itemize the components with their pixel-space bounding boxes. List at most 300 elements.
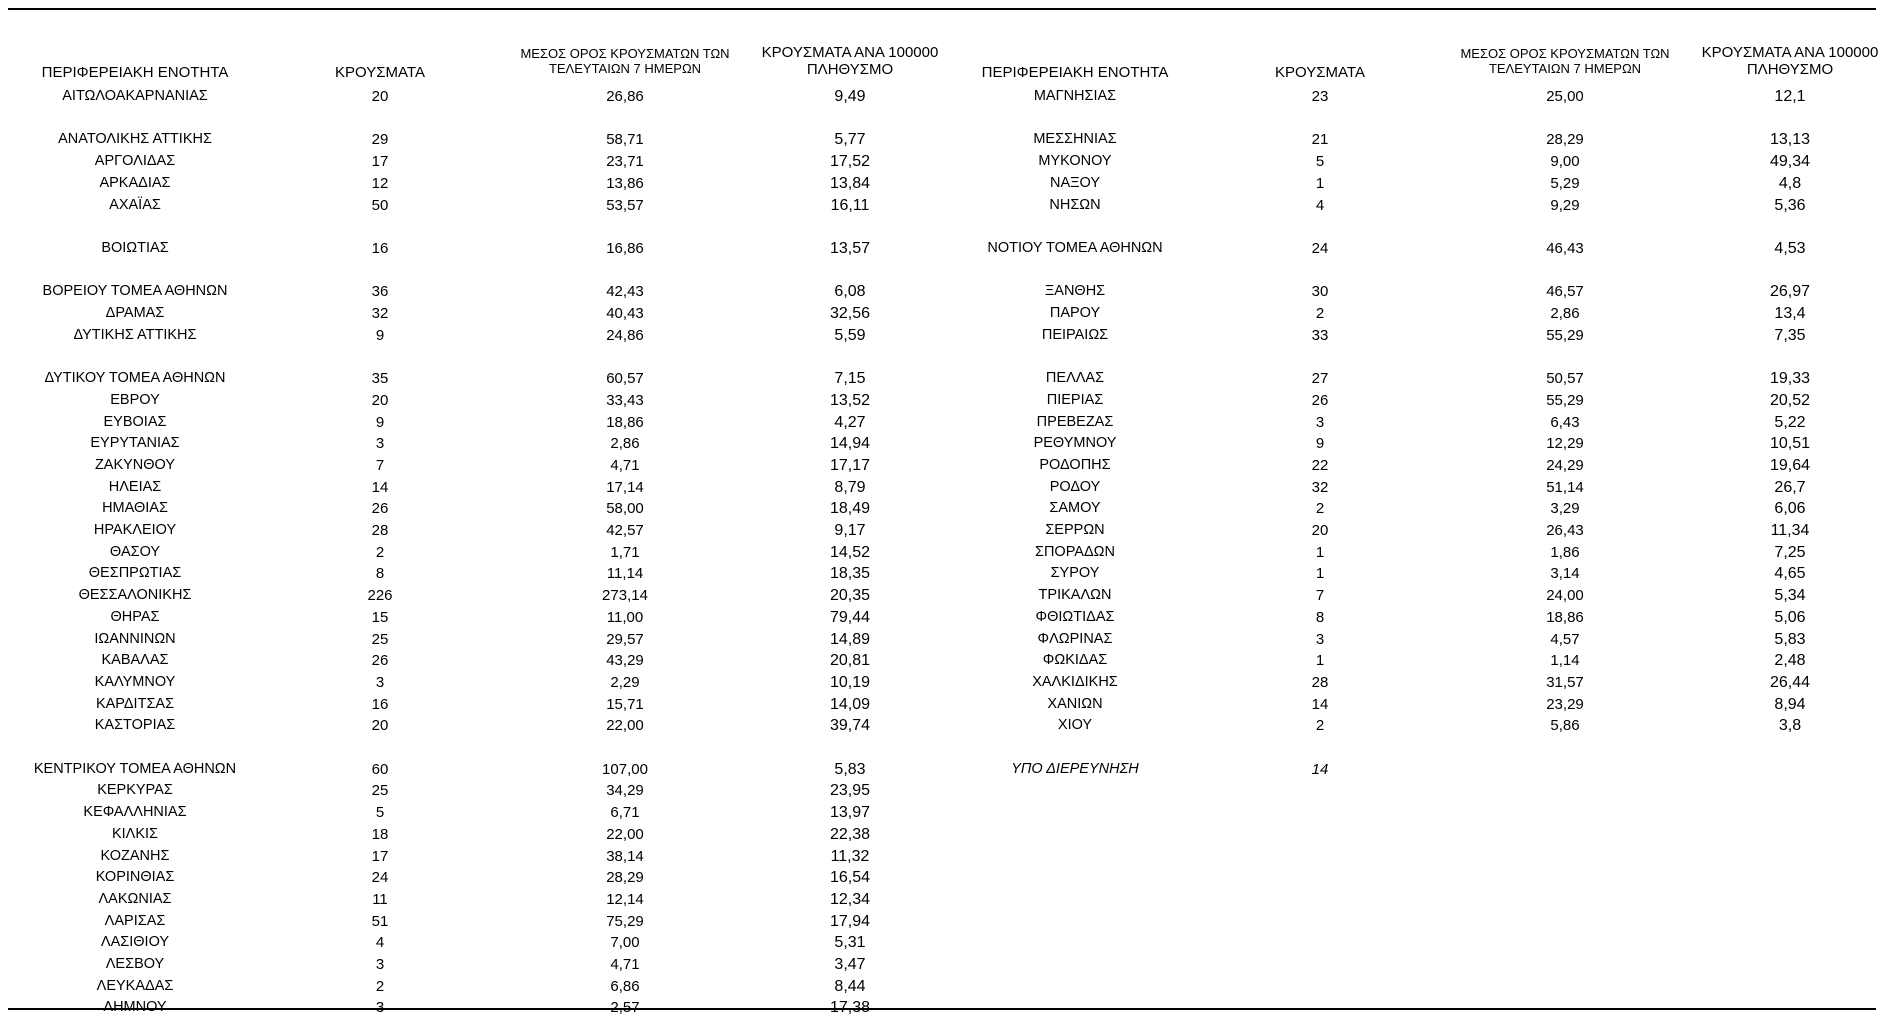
cases-cell: 25	[371, 782, 389, 800]
cases-cell: 17	[371, 153, 389, 171]
avg-cell: 107,00	[602, 760, 648, 778]
per100k-cell: 49,34	[1769, 153, 1811, 171]
header-cases: ΚΡΟΥΣΜΑΤΑ	[1275, 64, 1365, 81]
region-cell: ΤΡΙΚΑΛΩΝ	[1038, 587, 1112, 604]
table-row	[0, 932, 950, 953]
avg-cell: 12,29	[1546, 435, 1584, 453]
header-per100k-line1: ΚΡΟΥΣΜΑΤΑ ΑΝΑ 100000	[1701, 44, 1879, 61]
table-row	[0, 563, 950, 584]
avg-cell: 28,29	[606, 869, 644, 887]
cases-cell: 28	[371, 522, 389, 539]
cases-cell: 1	[1315, 565, 1325, 583]
avg-cell: 273,14	[602, 587, 648, 605]
per100k-cell: 5,83	[1774, 630, 1806, 648]
avg-cell: 28,29	[1546, 131, 1584, 149]
per100k-cell: 13,52	[829, 391, 871, 409]
cases-cell: 9	[375, 326, 385, 344]
region-cell: ΠΡΕΒΕΖΑΣ	[1036, 413, 1114, 430]
table-row	[0, 802, 950, 823]
per100k-cell: 13,97	[829, 804, 871, 822]
table-row	[940, 433, 1884, 454]
avg-cell: 2,86	[1550, 305, 1580, 322]
region-cell: ΛΕΣΒΟΥ	[105, 956, 165, 972]
region-cell: ΗΛΕΙΑΣ	[108, 478, 162, 495]
region-cell: ΧΑΛΚΙΔΙΚΗΣ	[1032, 673, 1118, 690]
per100k-cell: 19,64	[1769, 456, 1811, 474]
table-row	[940, 477, 1884, 498]
cases-cell: 14	[1311, 760, 1329, 778]
cases-cell: 32	[1311, 478, 1329, 496]
per100k-cell: 5,06	[1774, 608, 1806, 626]
header-avg-line2: ΤΕΛΕΥΤΑΙΩΝ 7 ΗΜΕΡΩΝ	[1488, 60, 1642, 76]
per100k-cell: 5,22	[1774, 413, 1806, 431]
per100k-cell: 13,84	[829, 174, 871, 192]
region-cell: ΚΑΡΔΙΤΣΑΣ	[95, 695, 175, 712]
table-row	[0, 455, 950, 476]
cases-cell: 2	[375, 977, 385, 995]
region-cell: ΚΟΡΙΝΘΙΑΣ	[95, 869, 175, 886]
cases-cell: 1	[1315, 174, 1325, 192]
per100k-cell: 12,1	[1774, 88, 1806, 105]
per100k-cell: 18,49	[829, 500, 871, 518]
cases-cell: 20	[371, 717, 389, 735]
region-cell: ΖΑΚΥΝΘΟΥ	[94, 456, 176, 473]
avg-cell: 55,29	[1546, 391, 1584, 409]
cases-cell: 11	[372, 890, 388, 908]
avg-cell: 4,71	[610, 956, 640, 973]
cases-cell: 20	[1311, 522, 1329, 539]
table-row	[0, 173, 950, 194]
avg-cell: 24,86	[606, 326, 644, 344]
cases-cell: 3	[375, 673, 385, 691]
table-row	[940, 542, 1884, 563]
region-cell: ΣΑΜΟΥ	[1049, 500, 1101, 517]
per100k-cell: 7,25	[1774, 543, 1806, 561]
per100k-cell: 9,49	[834, 88, 866, 105]
region-cell: ΑΡΚΑΔΙΑΣ	[99, 174, 171, 191]
per100k-cell: 26,7	[1774, 478, 1806, 496]
table-row	[0, 889, 950, 910]
region-cell: ΜΑΓΝΗΣΙΑΣ	[1033, 88, 1117, 104]
avg-cell: 26,43	[1546, 522, 1584, 539]
per100k-cell: 10,19	[829, 673, 871, 691]
cases-cell: 12	[371, 174, 389, 192]
table-row	[0, 390, 950, 411]
table-row	[940, 86, 1884, 107]
region-cell: ΡΟΔΟΠΗΣ	[1039, 456, 1111, 473]
region-cell: ΘΕΣΣΑΛΟΝΙΚΗΣ	[78, 587, 192, 604]
region-cell: ΔΥΤΙΚΟΥ ΤΟΜΕΑ ΑΘΗΝΩΝ	[44, 370, 226, 387]
region-cell: ΗΡΑΚΛΕΙΟΥ	[93, 522, 177, 538]
region-cell: ΠΙΕΡΙΑΣ	[1046, 391, 1104, 408]
region-cell: ΝΗΣΩΝ	[1049, 196, 1101, 213]
table-row	[0, 629, 950, 650]
table-row	[0, 585, 950, 606]
cases-cell: 30	[1311, 283, 1329, 301]
avg-cell: 2,29	[610, 673, 640, 691]
region-cell: ΛΑΣΙΘΙΟΥ	[100, 934, 170, 951]
region-cell: ΧΙΟΥ	[1057, 717, 1093, 734]
cases-cell: 21	[1311, 131, 1329, 149]
table-row	[940, 520, 1884, 541]
avg-cell: 51,14	[1546, 478, 1584, 496]
per100k-cell: 14,09	[829, 695, 871, 713]
header-per100k-line1: ΚΡΟΥΣΜΑΤΑ ΑΝΑ 100000	[761, 44, 939, 61]
cases-cell: 2	[1315, 500, 1325, 518]
avg-cell: 1,71	[610, 543, 640, 561]
region-cell: ΝΑΞΟΥ	[1049, 174, 1101, 191]
avg-cell: 40,43	[606, 305, 644, 322]
region-cell: ΦΩΚΙΔΑΣ	[1042, 652, 1108, 669]
avg-cell: 33,43	[606, 391, 644, 409]
per100k-cell: 13,13	[1769, 131, 1811, 149]
per100k-cell: 20,81	[829, 652, 871, 670]
table-row	[940, 607, 1884, 628]
header-per100k	[1660, 44, 1884, 79]
avg-cell: 46,57	[1546, 283, 1584, 301]
per100k-cell: 19,33	[1769, 370, 1811, 388]
cases-cell: 18	[371, 825, 389, 843]
table-row	[0, 976, 950, 997]
table-row	[0, 867, 950, 888]
cases-cell: 22	[1311, 456, 1329, 474]
table-row	[940, 368, 1884, 389]
per100k-cell: 12,34	[829, 890, 871, 908]
avg-cell: 60,57	[606, 370, 644, 388]
per100k-cell: 4,27	[834, 413, 866, 431]
cases-cell: 4	[375, 934, 385, 952]
per100k-cell: 5,83	[834, 760, 866, 778]
per100k-cell: 7,35	[1774, 326, 1806, 344]
avg-cell: 1,14	[1550, 652, 1580, 670]
region-cell: ΠΕΙΡΑΙΩΣ	[1041, 326, 1109, 343]
avg-cell: 50,57	[1546, 370, 1584, 388]
avg-cell: 9,29	[1550, 196, 1580, 214]
table-row	[940, 129, 1884, 150]
region-cell: ΕΥΡΥΤΑΝΙΑΣ	[90, 435, 180, 452]
table-row	[940, 585, 1884, 606]
right-table	[940, 0, 1884, 1026]
region-cell: ΧΑΝΙΩΝ	[1047, 695, 1103, 712]
per100k-cell: 11,34	[1770, 522, 1810, 539]
per100k-cell: 22,38	[829, 825, 871, 843]
avg-cell: 43,29	[606, 652, 644, 670]
table-row	[0, 607, 950, 628]
per100k-cell: 6,06	[1774, 500, 1806, 518]
per100k-cell: 3,47	[834, 956, 866, 973]
cases-cell: 3	[375, 999, 385, 1017]
avg-cell: 34,29	[606, 782, 644, 800]
cases-cell: 16	[371, 695, 389, 713]
region-cell: ΚΟΖΑΝΗΣ	[100, 847, 170, 864]
table-row	[0, 368, 950, 389]
avg-cell: 55,29	[1546, 326, 1584, 344]
avg-cell: 24,00	[1546, 587, 1584, 605]
cases-cell: 24	[371, 869, 389, 887]
table-row	[0, 997, 950, 1018]
per100k-cell: 20,52	[1769, 391, 1811, 409]
cases-cell: 9	[375, 413, 385, 431]
table-row	[940, 715, 1884, 736]
region-cell: ΕΒΡΟΥ	[110, 391, 160, 408]
per100k-cell: 13,57	[829, 239, 871, 257]
avg-cell: 7,00	[610, 934, 640, 952]
avg-cell: 26,86	[606, 88, 644, 105]
avg-cell: 23,29	[1546, 695, 1584, 713]
table-row	[0, 433, 950, 454]
region-cell: ΒΟΙΩΤΙΑΣ	[101, 239, 169, 256]
region-cell: ΑΡΓΟΛΙΔΑΣ	[94, 153, 176, 170]
per100k-cell: 5,77	[834, 131, 866, 149]
table-row	[0, 780, 950, 801]
per100k-cell: 8,44	[834, 977, 866, 995]
per100k-cell: 17,17	[829, 456, 871, 474]
cases-cell: 32	[371, 305, 389, 322]
table-row	[0, 281, 950, 302]
per100k-cell: 4,8	[1778, 174, 1802, 192]
avg-cell: 18,86	[606, 413, 644, 431]
cases-cell: 2	[1315, 717, 1325, 735]
cases-cell: 20	[371, 88, 389, 105]
cases-cell: 26	[371, 500, 389, 518]
region-cell: ΑΧΑΪΑΣ	[109, 196, 161, 213]
cases-cell: 1	[1315, 543, 1325, 561]
table-row	[0, 650, 950, 671]
region-cell: ΑΙΤΩΛΟΑΚΑΡΝΑΝΙΑΣ	[62, 88, 208, 104]
region-cell: ΙΩΑΝΝΙΝΩΝ	[94, 630, 176, 647]
avg-cell: 15,71	[606, 695, 644, 713]
per100k-cell: 32,56	[829, 305, 871, 322]
cases-cell: 14	[371, 478, 389, 496]
per100k-cell: 14,89	[829, 630, 871, 648]
cases-cell: 3	[375, 435, 385, 453]
cases-cell: 17	[371, 847, 389, 865]
table-row	[940, 694, 1884, 715]
region-cell: ΝΟΤΙΟΥ ΤΟΜΕΑ ΑΘΗΝΩΝ	[987, 239, 1163, 256]
avg-cell: 17,14	[606, 478, 644, 496]
table-row	[940, 303, 1884, 324]
cases-cell: 4	[1315, 196, 1325, 214]
avg-cell: 5,86	[1550, 717, 1580, 735]
avg-cell: 1,86	[1550, 543, 1580, 561]
table-row	[940, 650, 1884, 671]
avg-cell: 12,14	[606, 890, 644, 908]
region-cell: ΔΥΤΙΚΗΣ ΑΤΤΙΚΗΣ	[73, 326, 197, 343]
per100k-cell: 39,74	[829, 717, 871, 735]
region-cell: ΜΥΚΟΝΟΥ	[1038, 153, 1112, 170]
per100k-cell: 18,35	[829, 565, 871, 583]
table-row	[940, 390, 1884, 411]
cases-cell: 29	[371, 131, 389, 149]
per100k-cell: 7,15	[834, 370, 866, 388]
cases-cell: 24	[1311, 239, 1329, 257]
avg-cell: 22,00	[606, 825, 644, 843]
table-row	[0, 694, 950, 715]
per100k-cell: 4,65	[1774, 565, 1806, 583]
avg-cell: 22,00	[606, 717, 644, 735]
region-cell: ΛΕΥΚΑΔΑΣ	[96, 977, 174, 994]
region-cell: ΚΕΦΑΛΛΗΝΙΑΣ	[83, 804, 187, 821]
cases-cell: 16	[371, 239, 389, 257]
per100k-cell: 16,11	[830, 196, 870, 214]
cases-cell: 23	[1311, 88, 1329, 105]
region-cell: ΑΝΑΤΟΛΙΚΗΣ ΑΤΤΙΚΗΣ	[58, 131, 212, 148]
table-row	[0, 954, 950, 975]
cases-cell: 25	[371, 630, 389, 648]
table-row	[940, 173, 1884, 194]
per100k-cell: 17,52	[829, 153, 871, 171]
table-row	[940, 238, 1884, 259]
region-cell: ΜΕΣΣΗΝΙΑΣ	[1033, 131, 1117, 148]
region-cell: ΡΕΘΥΜΝΟΥ	[1033, 435, 1117, 452]
avg-cell: 58,71	[606, 131, 644, 149]
cases-cell: 226	[367, 587, 393, 605]
cases-cell: 3	[375, 956, 385, 973]
table-row	[940, 672, 1884, 693]
avg-cell: 6,43	[1550, 413, 1580, 431]
header-region: ΠΕΡΙΦΕΡΕΙΑΚΗ ΕΝΟΤΗΤΑ	[981, 64, 1169, 81]
header-per100k-line2: ΠΛΗΘΥΣΜΟ	[1746, 61, 1834, 79]
table-row	[940, 281, 1884, 302]
region-cell: ΣΠΟΡΑΔΩΝ	[1035, 543, 1115, 560]
header-avg-line1: ΜΕΣΟΣ ΟΡΟΣ ΚΡΟΥΣΜΑΤΩΝ ΤΩΝ	[520, 46, 730, 61]
avg-cell: 46,43	[1546, 239, 1584, 257]
per100k-cell: 17,38	[829, 999, 871, 1017]
region-cell: ΛΗΜΝΟΥ	[103, 999, 167, 1016]
per100k-cell: 79,44	[829, 608, 871, 626]
region-cell: ΡΟΔΟΥ	[1049, 478, 1101, 495]
table-row	[0, 824, 950, 845]
per100k-cell: 20,35	[829, 587, 871, 605]
table-row	[0, 151, 950, 172]
cases-cell: 50	[371, 196, 389, 214]
region-cell: ΣΥΡΟΥ	[1050, 565, 1100, 582]
region-cell: ΣΕΡΡΩΝ	[1045, 522, 1105, 538]
per100k-cell: 5,34	[1774, 587, 1806, 605]
avg-cell: 25,00	[1546, 88, 1584, 105]
table-row	[940, 412, 1884, 433]
cases-cell: 2	[1315, 305, 1325, 322]
table-row	[0, 672, 950, 693]
cases-cell: 26	[371, 652, 389, 670]
cases-cell: 36	[371, 283, 389, 301]
cases-cell: 8	[1315, 608, 1325, 626]
region-cell: ΠΕΛΛΑΣ	[1045, 370, 1105, 387]
table-row	[0, 715, 950, 736]
region-cell: ΗΜΑΘΙΑΣ	[102, 500, 168, 517]
cases-cell: 60	[371, 760, 389, 778]
header-avg-line2: ΤΕΛΕΥΤΑΙΩΝ 7 ΗΜΕΡΩΝ	[548, 60, 702, 76]
cases-cell: 5	[375, 804, 385, 822]
region-cell: ΚΑΣΤΟΡΙΑΣ	[94, 717, 176, 734]
per100k-cell: 26,97	[1769, 283, 1811, 301]
avg-cell: 3,29	[1550, 500, 1580, 518]
cases-cell: 7	[375, 456, 385, 474]
cases-cell: 7	[1315, 587, 1325, 605]
avg-cell: 31,57	[1546, 673, 1584, 691]
table-row	[0, 325, 950, 346]
per100k-cell: 5,31	[834, 934, 866, 952]
avg-cell: 11,14	[606, 565, 644, 583]
per100k-cell: 2,48	[1774, 652, 1806, 670]
table-row	[0, 195, 950, 216]
table-row	[0, 129, 950, 150]
per100k-cell: 23,95	[829, 782, 871, 800]
table-row	[940, 759, 1884, 780]
header-avg-line1: ΜΕΣΟΣ ΟΡΟΣ ΚΡΟΥΣΜΑΤΩΝ ΤΩΝ	[1460, 46, 1670, 61]
cases-cell: 33	[1311, 326, 1329, 344]
cases-cell: 9	[1315, 435, 1325, 453]
region-cell: ΚΑΒΑΛΑΣ	[101, 652, 169, 669]
avg-cell: 18,86	[1546, 608, 1584, 626]
avg-cell: 29,57	[606, 630, 644, 648]
table-row	[0, 498, 950, 519]
cases-cell: 35	[371, 370, 389, 388]
per100k-cell: 14,94	[829, 435, 871, 453]
header-cases: ΚΡΟΥΣΜΑΤΑ	[335, 64, 425, 81]
avg-cell: 4,57	[1550, 630, 1580, 648]
per100k-cell: 4,53	[1774, 239, 1806, 257]
table-row	[940, 325, 1884, 346]
cases-cell: 27	[1311, 370, 1329, 388]
region-cell: ΘΕΣΠΡΩΤΙΑΣ	[88, 565, 182, 582]
region-cell: ΕΥΒΟΙΑΣ	[103, 413, 167, 430]
table-row	[0, 911, 950, 932]
region-cell: ΞΑΝΘΗΣ	[1044, 283, 1106, 300]
table-row	[0, 520, 950, 541]
per100k-cell: 9,17	[834, 522, 866, 539]
per100k-cell: 26,44	[1769, 673, 1811, 691]
region-cell: ΚΙΛΚΙΣ	[111, 825, 159, 842]
region-cell: ΔΡΑΜΑΣ	[105, 305, 165, 321]
per100k-cell: 16,54	[829, 869, 871, 887]
avg-cell: 3,14	[1550, 565, 1580, 583]
per100k-cell: 5,36	[1774, 196, 1806, 214]
region-cell: ΥΠΟ ΔΙΕΡΕΥΝΗΣΗ	[1011, 760, 1139, 777]
cases-cell: 28	[1311, 673, 1329, 691]
avg-cell: 5,29	[1550, 174, 1580, 192]
avg-cell: 42,57	[606, 522, 644, 539]
per100k-cell: 6,08	[834, 283, 866, 301]
table-row	[940, 563, 1884, 584]
table-row	[0, 303, 950, 324]
avg-cell: 2,86	[610, 435, 640, 453]
per100k-cell: 8,79	[834, 478, 866, 496]
region-cell: ΘΗΡΑΣ	[110, 608, 160, 625]
avg-cell: 75,29	[606, 912, 644, 930]
avg-cell: 23,71	[606, 153, 644, 171]
per100k-cell: 8,94	[1774, 695, 1806, 713]
table-row	[940, 498, 1884, 519]
avg-cell: 16,86	[606, 239, 644, 257]
cases-cell: 5	[1315, 153, 1325, 171]
region-cell: ΛΑΚΩΝΙΑΣ	[98, 890, 172, 907]
avg-cell: 53,57	[606, 196, 644, 214]
avg-cell: 6,71	[610, 804, 640, 822]
avg-cell: 6,86	[610, 977, 640, 995]
per100k-cell: 13,4	[1774, 305, 1806, 322]
avg-cell: 4,71	[610, 456, 640, 474]
region-cell: ΚΕΝΤΡΙΚΟΥ ΤΟΜΕΑ ΑΘΗΝΩΝ	[33, 760, 237, 777]
avg-cell: 2,57	[610, 999, 640, 1017]
avg-cell: 38,14	[606, 847, 644, 865]
avg-cell: 58,00	[606, 500, 644, 518]
cases-cell: 1	[1315, 652, 1325, 670]
table-row	[0, 412, 950, 433]
table-row	[0, 759, 950, 780]
avg-cell: 11,00	[606, 608, 644, 626]
region-cell: ΘΑΣΟΥ	[109, 543, 161, 560]
